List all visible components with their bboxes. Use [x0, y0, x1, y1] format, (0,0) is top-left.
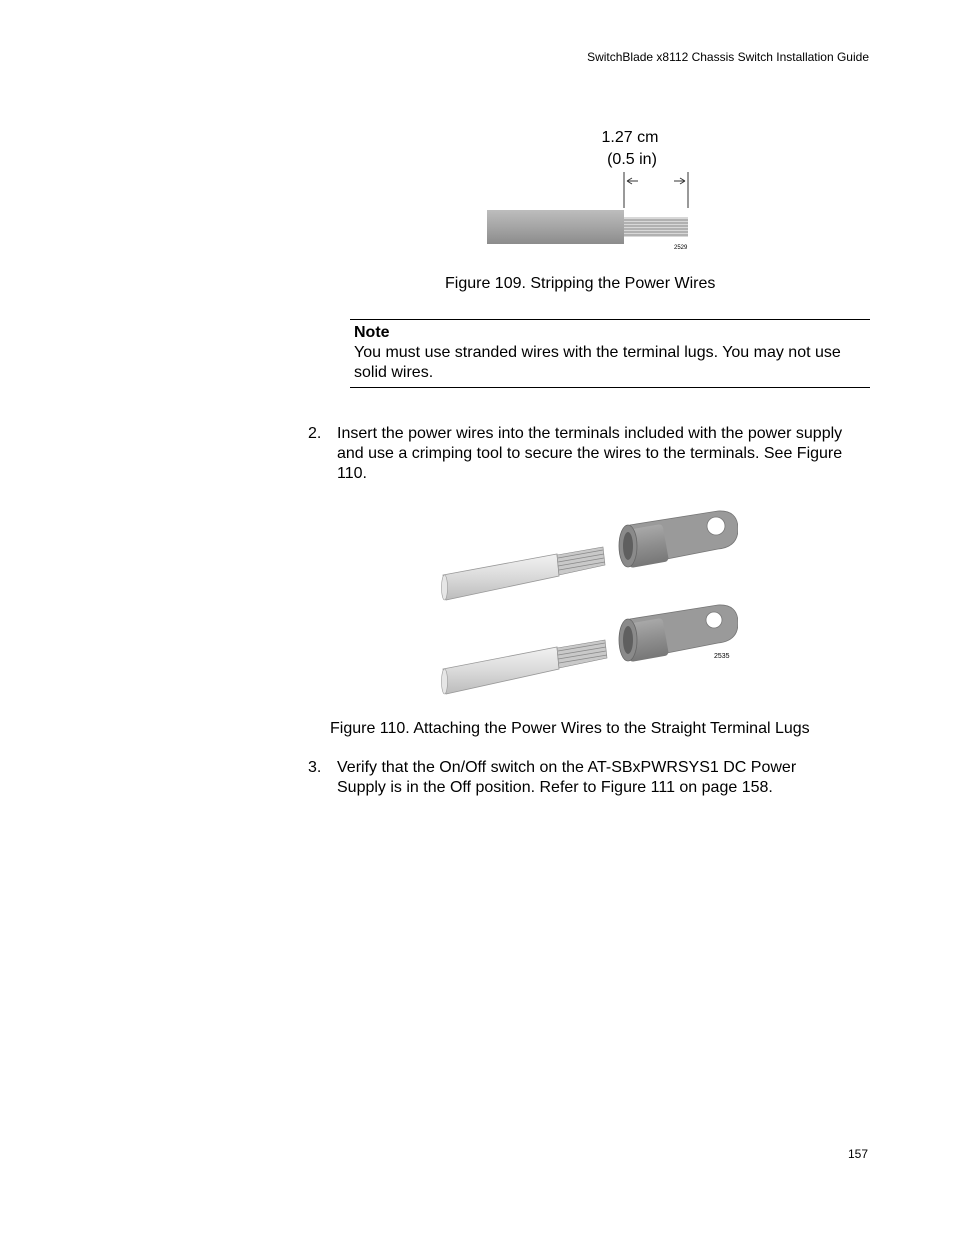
running-header: SwitchBlade x8112 Chassis Switch Installation Guide [587, 50, 869, 64]
dimension-cm-label: 1.27 cm [601, 129, 659, 146]
figure-art-id: 2535 [714, 653, 730, 660]
figure-109-stripped-wire [480, 120, 700, 255]
figure-109-caption: Figure 109. Stripping the Power Wires [445, 275, 716, 292]
step-3 [308, 758, 848, 798]
figure-art-id: 2529 [674, 245, 688, 251]
step-number: 3. [308, 759, 322, 776]
wire-insulation [487, 210, 624, 244]
wire-lower [442, 640, 608, 694]
wire-strands [624, 217, 688, 237]
dimension-arrow-left [627, 178, 638, 184]
figure-110-terminal-lugs [438, 505, 738, 700]
terminal-lug-upper [619, 511, 738, 568]
step-text: Verify that the On/Off switch on the AT-SBxPWRSYS1 DC Power Supply is in the Off position. Refer to Figure 111 on page 158. [337, 759, 797, 796]
wire-upper [442, 547, 606, 600]
figure-110-caption: Figure 110. Attaching the Power Wires to the Straight Terminal Lugs [330, 720, 810, 737]
note-text: You must use stranded wires with the terminal lugs. You may not use solid wires. [354, 344, 841, 381]
step-2 [308, 424, 848, 484]
step-number: 2. [308, 425, 322, 442]
dimension-in-label: (0.5 in) [607, 151, 657, 168]
page-number: 157 [847, 1147, 868, 1161]
dimension-arrow-right [674, 178, 685, 184]
note-title: Note [354, 324, 390, 341]
note-box [350, 319, 870, 388]
step-text: Insert the power wires into the terminals included with the power supply and use a crimping tool to secure the wires to the terminals. See Figure 110. [337, 425, 843, 482]
